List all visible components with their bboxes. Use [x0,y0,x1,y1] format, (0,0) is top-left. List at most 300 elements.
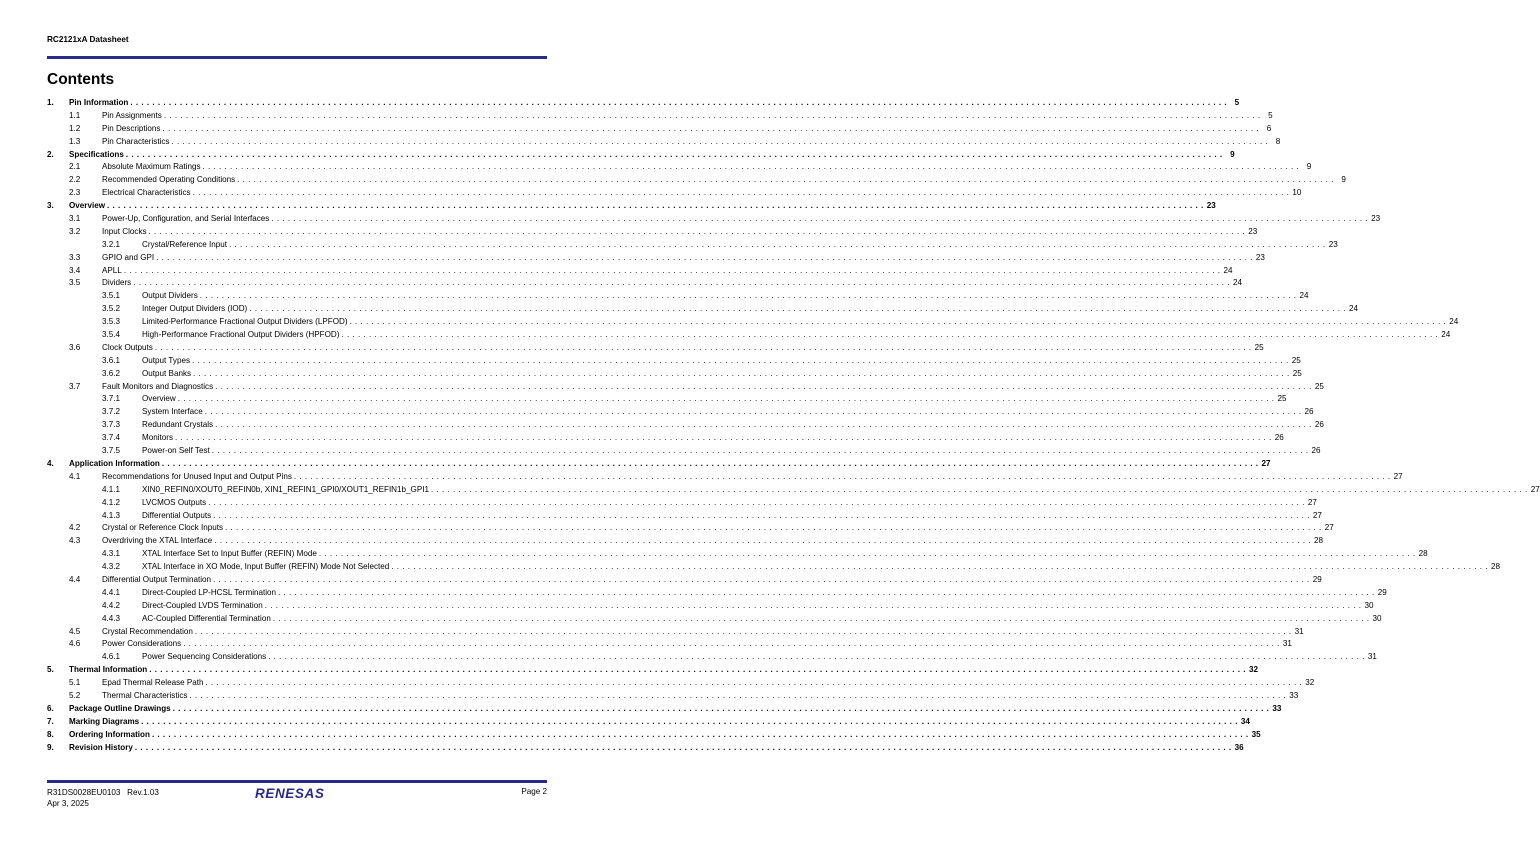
toc-entry-page[interactable]: 24 [1232,278,1242,288]
toc-entry-page[interactable]: 24 [1223,265,1233,275]
toc-entry[interactable] [47,458,1271,471]
toc-leader-dots: . . . . . . . . . . . . . . . . . . . . . . . . . . . . . . . . . . . . . . . . . . . . . . . . . . . . . . . . . . . . . . . . . . . . . . . . . . . . . . . . . . . . . . . . . . . . . . . . . . . . . . . . . . . . . . . . . . . . . . . . . . . . . . . . . . . . . . . . . . . . . . . . . . . . . . . . . . . . . . . . . . . . . . . . . . . . . . . . . . . . . . . . . . . . . . . . . . . . . . . . [349,317,1447,327]
toc-entry-title[interactable]: Power Considerations [102,639,182,649]
toc-entry-page[interactable]: 29 [1312,574,1322,584]
toc-entry[interactable] [47,97,1240,110]
toc-entry-title[interactable]: Pin Characteristics [102,136,170,146]
toc-entry-title[interactable]: Limited-Performance Fractional Output Dividers (LPFOD) [142,317,348,327]
footer-rule [47,780,547,783]
toc-entry-title[interactable]: XTAL Interface Set to Input Buffer (REFIN) Mode [142,549,317,559]
toc-entry-line [142,316,1459,329]
toc-entry-title[interactable]: Power-on Self Test [142,446,210,456]
toc-leader-dots: . . . . . . . . . . . . . . . . . . . . . . . . . . . . . . . . . . . . . . . . . . . . . . . . . . . . . . . . . . . . . . . . . . . . . . . . . . . . . . . . . . . . . . . . . . . . . . . . . . . . . . . . . . . . . . . . . . . . . . . . . . . . . . . . . . . . . . . . . . . . . . . . . . . . . . . . . . . . . . . . . . . . . . . . . . . . . . . . . . . . . . . . . . . . . . . . . . . . . . . . [229,239,1326,249]
toc-entry-page[interactable]: 32 [1305,678,1315,688]
toc-leader-dots: . . . . . . . . . . . . . . . . . . . . . . . . . . . . . . . . . . . . . . . . . . . . . . . . . . . . . . . . . . . . . . . . . . . . . . . . . . . . . . . . . . . . . . . . . . . . . . . . . . . . . . . . . . . . . . . . . . . . . . . . . . . . . . . . . . . . . . . . . . . . . . . . . . . . . . . . . . . . . . . . . . . . . . . . . . . . . . . . . . . . . . . . . . . . . . . . . . . . . . . . [268,652,1365,662]
toc-entry-number: 1. [47,98,54,107]
toc-leader-dots: . . . . . . . . . . . . . . . . . . . . . . . . . . . . . . . . . . . . . . . . . . . . . . . . . . . . . . . . . . . . . . . . . . . . . . . . . . . . . . . . . . . . . . . . . . . . . . . . . . . . . . . . . . . . . . . . . . . . . . . . . . . . . . . . . . . . . . . . . . . . . . . . . . . . . . . . . . . . . . . . . . . . . . . . . . . . . . . . . . . . . . . . . . . . . . . . . . . . . . . . [318,549,1416,559]
toc-entry-number: 3.4 [69,265,81,275]
toc-entry[interactable] [47,368,1302,381]
toc-entry-page[interactable]: 28 [1491,562,1501,572]
toc-entry-line [102,226,1258,239]
toc-leader-dots: . . . . . . . . . . . . . . . . . . . . . . . . . . . . . . . . . . . . . . . . . . . . . . . . . . . . . . . . . . . . . . . . . . . . . . . . . . . . . . . . . . . . . . . . . . . . . . . . . . . . . . . . . . . . . . . . . . . . . . . . . . . . . . . . . . . . . . . . . . . . . . . . . . . . . . . . . . . . . . . . . . . . . . . . . . . . . . . . . . . . . . . . . . . . . . . . . . . . . . . . [214,536,1311,546]
toc-entry-number: 3.6.2 [102,368,121,378]
toc-entry-number: 3.2 [69,226,81,236]
toc-entry-line [142,406,1314,419]
toc-entry-page[interactable]: 26 [1274,433,1284,443]
toc-entry-page[interactable]: 25 [1314,381,1324,391]
toc-leader-dots: . . . . . . . . . . . . . . . . . . . . . . . . . . . . . . . . . . . . . . . . . . . . . . . . . . . . . . . . . . . . . . . . . . . . . . . . . . . . . . . . . . . . . . . . . . . . . . . . . . . . . . . . . . . . . . . . . . . . . . . . . . . . . . . . . . . . . . . . . . . . . . . . . . . . . . . . . . . . . . . . . . . . . . . . . . . . . . . . . . . . . . . . . . . . . . . . . . . . . . . . [125,149,1223,159]
toc-entry-title[interactable]: Differential Output Termination [102,574,212,584]
toc-entry[interactable] [47,677,1315,690]
toc-entry-number: 4.2 [69,523,81,533]
toc-entry[interactable] [47,574,1322,587]
toc-entry-page[interactable]: 36 [1234,742,1244,752]
toc-entry-title[interactable]: Output Types [142,355,190,365]
toc-entry-line [69,149,1235,162]
toc-entry-title[interactable]: XTAL Interface in XO Mode, Input Buffer (REFIN) Mode Not Selected [142,562,390,572]
toc-entry-line [102,213,1381,226]
toc-entry-line [142,329,1451,342]
toc-entry-line [102,626,1304,639]
toc-entry-title[interactable]: Thermal Characteristics [102,690,188,700]
toc-entry-line [142,587,1387,600]
toc-entry-page[interactable]: 24 [1441,330,1451,340]
toc-entry-title[interactable]: Crystal or Reference Clock Inputs [102,523,224,533]
toc-leader-dots: . . . . . . . . . . . . . . . . . . . . . . . . . . . . . . . . . . . . . . . . . . . . . . . . . . . . . . . . . . . . . . . . . . . . . . . . . . . . . . . . . . . . . . . . . . . . . . . . . . . . . . . . . . . . . . . . . . . . . . . . . . . . . . . . . . . . . . . . . . . . . . . . . . . . . . . . . . . . . . . . . . . . . . . . . . . . . . . . . . . . . . . . . . . . . . . . . . . . . . . . [278,587,1375,597]
toc-entry-number: 1.1 [69,110,81,120]
toc-entry[interactable] [47,445,1321,458]
toc-entry-page[interactable]: 33 [1272,703,1282,713]
toc-leader-dots: . . . . . . . . . . . . . . . . . . . . . . . . . . . . . . . . . . . . . . . . . . . . . . . . . . . . . . . . . . . . . . . . . . . . . . . . . . . . . . . . . . . . . . . . . . . . . . . . . . . . . . . . . . . . . . . . . . . . . . . . . . . . . . . . . . . . . . . . . . . . . . . . . . . . . . . . . . . . . . . . . . . . . . . . . . . . . . . . . . . . . . . . . . . . . . . . . . . . . . . . [237,175,1334,185]
toc-entry-title[interactable]: Direct-Coupled LP-HCSL Termination [142,587,277,597]
toc-entry-line [102,161,1312,174]
toc-entry-line [102,277,1242,290]
toc-entry-number: 3.6.1 [102,355,121,365]
toc-entry-number: 3. [47,201,54,211]
toc-entry-page[interactable]: 26 [1314,420,1324,430]
toc-entry-page[interactable]: 27 [1261,458,1271,468]
toc-entry-line [102,110,1273,123]
toc-entry-page[interactable]: 32 [1248,665,1258,675]
toc-entry-number: 4.1.3 [102,510,121,520]
toc-entry-title[interactable]: LVCMOS Outputs [142,497,207,507]
toc-entry[interactable] [47,535,1323,548]
toc-entry[interactable] [47,638,1292,651]
toc-leader-dots: . . . . . . . . . . . . . . . . . . . . . . . . . . . . . . . . . . . . . . . . . . . . . . . . . . . . . . . . . . . . . . . . . . . . . . . . . . . . . . . . . . . . . . . . . . . . . . . . . . . . . . . . . . . . . . . . . . . . . . . . . . . . . . . . . . . . . . . . . . . . . . . . . . . . . . . . . . . . . . . . . . . . . . . . . . . . . . . . . . . . . . . . . . . . . . . . . . . . . . . . [107,201,1204,211]
toc-leader-dots: . . . . . . . . . . . . . . . . . . . . . . . . . . . . . . . . . . . . . . . . . . . . . . . . . . . . . . . . . . . . . . . . . . . . . . . . . . . . . . . . . . . . . . . . . . . . . . . . . . . . . . . . . . . . . . . . . . . . . . . . . . . . . . . . . . . . . . . . . . . . . . . . . . . . . . . . . . . . . . . . . . . . . . . . . . . . . . . . . . . . . . . . . . . . . . . . . . . . . . . . [211,446,1309,456]
toc-entry-page[interactable]: 23 [1371,214,1381,224]
toc-entry-page[interactable]: 24 [1299,291,1309,301]
toc-entry-line [142,548,1428,561]
toc-entry-title[interactable]: Overview [142,394,176,404]
toc-leader-dots: . . . . . . . . . . . . . . . . . . . . . . . . . . . . . . . . . . . . . . . . . . . . . . . . . . . . . . . . . . . . . . . . . . . . . . . . . . . . . . . . . . . . . . . . . . . . . . . . . . . . . . . . . . . . . . . . . . . . . . . . . . . . . . . . . . . . . . . . . . . . . . . . . . . . . . . . . . . . . . . . . . . . . . . . . . . . . . . . . . . . . . . . . . . . . . . . . . . . . . . . [341,330,1439,340]
toc-entry-title[interactable]: Absolute Maximum Ratings [102,162,201,172]
toc-leader-dots: . . . . . . . . . . . . . . . . . . . . . . . . . . . . . . . . . . . . . . . . . . . . . . . . . . . . . . . . . . . . . . . . . . . . . . . . . . . . . . . . . . . . . . . . . . . . . . . . . . . . . . . . . . . . . . . . . . . . . . . . . . . . . . . . . . . . . . . . . . . . . . . . . . . . . . . . . . . . . . . . . . . . . . . . . . . . . . . . . . . . . . . . . . . . . . . . . . . . . . . . [183,639,1280,649]
toc-entry-page[interactable]: 30 [1372,613,1382,623]
toc-entry-line [69,97,1240,110]
toc-entry-number: 1.3 [69,136,81,146]
toc-entry-page[interactable]: 6 [1266,123,1272,133]
toc-entry-number: 3.3 [69,252,81,262]
toc-entry-line [69,703,1282,716]
toc-entry-title[interactable]: GPIO and GPI [102,252,155,262]
toc-entry-number: 3.7.3 [102,420,121,430]
toc-entry-line [142,290,1309,303]
logo-text: RENESAS [255,786,325,801]
toc-entry[interactable] [47,226,1258,239]
toc-entry-number: 3.7 [69,381,81,391]
toc-entry-page[interactable]: 24 [1348,304,1358,314]
toc-entry[interactable] [47,484,1540,497]
toc-leader-dots: . . . . . . . . . . . . . . . . . . . . . . . . . . . . . . . . . . . . . . . . . . . . . . . . . . . . . . . . . . . . . . . . . . . . . . . . . . . . . . . . . . . . . . . . . . . . . . . . . . . . . . . . . . . . . . . . . . . . . . . . . . . . . . . . . . . . . . . . . . . . . . . . . . . . . . . . . . . . . . . . . . . . . . . . . . . . . . . . . . . . . . . . . . . . . . . . . . . . . . . . [194,626,1292,636]
toc-leader-dots: . . . . . . . . . . . . . . . . . . . . . . . . . . . . . . . . . . . . . . . . . . . . . . . . . . . . . . . . . . . . . . . . . . . . . . . . . . . . . . . . . . . . . . . . . . . . . . . . . . . . . . . . . . . . . . . . . . . . . . . . . . . . . . . . . . . . . . . . . . . . . . . . . . . . . . . . . . . . . . . . . . . . . . . . . . . . . . . . . . . . . . . . . . . . . . . . . . . . . . . . [175,433,1272,443]
toc-entry-page[interactable]: 27 [1324,523,1334,533]
toc-leader-dots: . . . . . . . . . . . . . . . . . . . . . . . . . . . . . . . . . . . . . . . . . . . . . . . . . . . . . . . . . . . . . . . . . . . . . . . . . . . . . . . . . . . . . . . . . . . . . . . . . . . . . . . . . . . . . . . . . . . . . . . . . . . . . . . . . . . . . . . . . . . . . . . . . . . . . . . . . . . . . . . . . . . . . . . . . . . . . . . . . . . . . . . . . . . . . . . . . . . . . . . . [215,381,1312,391]
toc-leader-dots: . . . . . . . . . . . . . . . . . . . . . . . . . . . . . . . . . . . . . . . . . . . . . . . . . . . . . . . . . . . . . . . . . . . . . . . . . . . . . . . . . . . . . . . . . . . . . . . . . . . . . . . . . . . . . . . . . . . . . . . . . . . . . . . . . . . . . . . . . . . . . . . . . . . . . . . . . . . . . . . . . . . . . . . . . . . . . . . . . . . . . . . . . . . . . . . . . . . . . . . . [204,407,1302,417]
toc-entry[interactable] [47,613,1382,626]
toc-entry-title[interactable]: Monitors [142,433,174,443]
toc-leader-dots: . . . . . . . . . . . . . . . . . . . . . . . . . . . . . . . . . . . . . . . . . . . . . . . . . . . . . . . . . . . . . . . . . . . . . . . . . . . . . . . . . . . . . . . . . . . . . . . . . . . . . . . . . . . . . . . . . . . . . . . . . . . . . . . . . . . . . . . . . . . . . . . . . . . . . . . . . . . . . . . . . . . . . . . . . . . . . . . . . . . . . . . . . . . . . . . . . . . . . . . . [171,136,1269,146]
toc-entry-page[interactable]: 27 [1312,510,1322,520]
toc-entry-title[interactable]: AC-Coupled Differential Termination [142,613,271,623]
toc-leader-dots: . . . . . . . . . . . . . . . . . . . . . . . . . . . . . . . . . . . . . . . . . . . . . . . . . . . . . . . . . . . . . . . . . . . . . . . . . . . . . . . . . . . . . . . . . . . . . . . . . . . . . . . . . . . . . . . . . . . . . . . . . . . . . . . . . . . . . . . . . . . . . . . . . . . . . . . . . . . . . . . . . . . . . . . . . . . . . . . . . . . . . . . . . . . . . . . . . . . . . . . . [148,226,1246,236]
toc-entry[interactable] [47,381,1324,394]
toc-entry-page[interactable]: 29 [1377,587,1387,597]
toc-entry-title[interactable]: Recommended Operating Conditions [102,175,236,185]
toc-entry-title[interactable]: Revision History [69,742,133,752]
toc-entry-page[interactable]: 28 [1313,536,1323,546]
toc-entry-line [69,200,1216,213]
document-header-title: RC2121xA Datasheet [47,35,129,44]
toc-leader-dots: . . . . . . . . . . . . . . . . . . . . . . . . . . . . . . . . . . . . . . . . . . . . . . . . . . . . . . . . . . . . . . . . . . . . . . . . . . . . . . . . . . . . . . . . . . . . . . . . . . . . . . . . . . . . . . . . . . . . . . . . . . . . . . . . . . . . . . . . . . . . . . . . . . . . . . . . . . . . . . . . . . . . . . . . . . . . . . . . . . . . . . . . . . . . . . . . . . . . . . . . [199,291,1297,301]
toc-entry[interactable] [47,548,1428,561]
toc-entry-number: 2.3 [69,188,81,198]
toc-entry-title[interactable]: Pin Descriptions [102,123,161,133]
toc-entry-line [102,574,1322,587]
toc-entry-line [69,664,1258,677]
toc-entry-page[interactable]: 35 [1251,729,1261,739]
toc-entry[interactable] [47,252,1265,265]
toc-leader-dots: . . . . . . . . . . . . . . . . . . . . . . . . . . . . . . . . . . . . . . . . . . . . . . . . . . . . . . . . . . . . . . . . . . . . . . . . . . . . . . . . . . . . . . . . . . . . . . . . . . . . . . . . . . . . . . . . . . . . . . . . . . . . . . . . . . . . . . . . . . . . . . . . . . . . . . . . . . . . . . . . . . . . . . . . . . . . . . . . . . . . . . . . . . . . . . . . . . . . . . . . [205,678,1303,688]
toc-entry-number: 6. [47,703,54,713]
toc-entry[interactable] [47,742,1244,755]
toc-entry-number: 3.5.3 [102,317,121,327]
toc-entry-title[interactable]: Power Sequencing Considerations [142,652,267,662]
toc-leader-dots: . . . . . . . . . . . . . . . . . . . . . . . . . . . . . . . . . . . . . . . . . . . . . . . . . . . . . . . . . . . . . . . . . . . . . . . . . . . . . . . . . . . . . . . . . . . . . . . . . . . . . . . . . . . . . . . . . . . . . . . . . . . . . . . . . . . . . . . . . . . . . . . . . . . . . . . . . . . . . . . . . . . . . . . . . . . . . . . . . . . . . . . . . . . . . . . . . . . . . . . . [293,471,1391,481]
toc-entry-page[interactable]: 34 [1240,716,1250,726]
toc-entry[interactable] [47,651,1377,664]
toc-entry-number: 5.2 [69,690,81,700]
toc-leader-dots: . . . . . . . . . . . . . . . . . . . . . . . . . . . . . . . . . . . . . . . . . . . . . . . . . . . . . . . . . . . . . . . . . . . . . . . . . . . . . . . . . . . . . . . . . . . . . . . . . . . . . . . . . . . . . . . . . . . . . . . . . . . . . . . . . . . . . . . . . . . . . . . . . . . . . . . . . . . . . . . . . . . . . . . . . . . . . . . . . . . . . . . . . . . . . . . . . . . . . . . . [156,252,1253,262]
toc-entry-title[interactable]: Input Clocks [102,226,147,236]
toc-entry-title[interactable]: Power-Up, Configuration, and Serial Interfaces [102,214,270,224]
toc-entry-page[interactable]: 23 [1328,239,1338,249]
toc-entry-number: 4.4.2 [102,600,121,610]
toc-entry[interactable] [47,471,1403,484]
toc-entry-line [142,355,1301,368]
toc-entry-number: 4.3 [69,536,81,546]
toc-entry-title[interactable]: Epad Thermal Release Path [102,678,204,688]
toc-entry-line [69,458,1271,471]
footer-date: Apr 3, 2025 [47,799,89,808]
toc-entry-line [102,690,1299,703]
toc-entry-title[interactable]: Crystal Recommendation [102,626,193,636]
toc-entry-line [142,303,1358,316]
renesas-logo [255,785,341,806]
toc-entry-line [102,381,1324,394]
toc-entry-page[interactable]: 24 [1449,317,1459,327]
toc-entry[interactable] [47,329,1451,342]
toc-entry-page[interactable]: 26 [1304,407,1314,417]
toc-entry-title[interactable]: High-Performance Fractional Output Dividers (HPFOD) [142,330,340,340]
toc-entry[interactable] [47,664,1258,677]
toc-entry-number: 3.7.5 [102,446,121,456]
toc-entry-page[interactable]: 8 [1275,136,1281,146]
toc-entry-line [142,497,1317,510]
toc-leader-dots: . . . . . . . . . . . . . . . . . . . . . . . . . . . . . . . . . . . . . . . . . . . . . . . . . . . . . . . . . . . . . . . . . . . . . . . . . . . . . . . . . . . . . . . . . . . . . . . . . . . . . . . . . . . . . . . . . . . . . . . . . . . . . . . . . . . . . . . . . . . . . . . . . . . . . . . . . . . . . . . . . . . . . . . . . . . . . . . . . . . . . . . . . . . . . . . . . . . . . . . . [213,510,1310,520]
toc-entry-line [142,419,1324,432]
toc-leader-dots: . . . . . . . . . . . . . . . . . . . . . . . . . . . . . . . . . . . . . . . . . . . . . . . . . . . . . . . . . . . . . . . . . . . . . . . . . . . . . . . . . . . . . . . . . . . . . . . . . . . . . . . . . . . . . . . . . . . . . . . . . . . . . . . . . . . . . . . . . . . . . . . . . . . . . . . . . . . . . . . . . . . . . . . . . . . . . . . . . . . . . . . . . . . . . . . . . . . . . . . . [271,214,1369,224]
toc-entry-title[interactable]: Direct-Coupled LVDS Termination [142,600,263,610]
footer-doc-id: R31DS0028EU0103 [47,788,121,797]
toc-entry-page[interactable]: 23 [1248,226,1258,236]
toc-entry[interactable] [47,174,1346,187]
toc-entry-title[interactable]: Dividers [102,278,132,288]
toc-entry[interactable] [47,123,1272,136]
footer-page-number: Page 2 [521,787,547,796]
toc-entry[interactable] [47,355,1301,368]
toc-entry-page[interactable]: 9 [1306,162,1312,172]
toc-entry[interactable] [47,600,1374,613]
toc-entry-page[interactable]: 25 [1292,368,1302,378]
toc-entry[interactable] [47,316,1459,329]
toc-leader-dots: . . . . . . . . . . . . . . . . . . . . . . . . . . . . . . . . . . . . . . . . . . . . . . . . . . . . . . . . . . . . . . . . . . . . . . . . . . . . . . . . . . . . . . . . . . . . . . . . . . . . . . . . . . . . . . . . . . . . . . . . . . . . . . . . . . . . . . . . . . . . . . . . . . . . . . . . . . . . . . . . . . . . . . . . . . . . . . . . . . . . . . . . . . . . . . . . . . . . . . . . [141,716,1238,726]
toc-entry-title[interactable]: Differential Outputs [142,510,212,520]
toc-leader-dots: . . . . . . . . . . . . . . . . . . . . . . . . . . . . . . . . . . . . . . . . . . . . . . . . . . . . . . . . . . . . . . . . . . . . . . . . . . . . . . . . . . . . . . . . . . . . . . . . . . . . . . . . . . . . . . . . . . . . . . . . . . . . . . . . . . . . . . . . . . . . . . . . . . . . . . . . . . . . . . . . . . . . . . . . . . . . . . . . . . . . . . . . . . . . . . . . . . . . . . . . [123,265,1221,275]
toc-entry-number: 1.2 [69,123,81,133]
toc-entry-page[interactable]: 27 [1530,484,1540,494]
toc-entry-line [102,136,1281,149]
toc-entry-title[interactable]: XIN0_REFIN0/XOUT0_REFIN0b, XIN1_REFIN1_GPI0/XOUT1_REFIN1b_GPI1 [142,484,429,494]
toc-entry-title[interactable]: Redundant Crystals [142,420,214,430]
toc-leader-dots: . . . . . . . . . . . . . . . . . . . . . . . . . . . . . . . . . . . . . . . . . . . . . . . . . . . . . . . . . . . . . . . . . . . . . . . . . . . . . . . . . . . . . . . . . . . . . . . . . . . . . . . . . . . . . . . . . . . . . . . . . . . . . . . . . . . . . . . . . . . . . . . . . . . . . . . . . . . . . . . . . . . . . . . . . . . . . . . . . . . . . . . . . . . . . . . . . . . . . . . . [430,484,1528,494]
toc-entry-title[interactable]: Overview [69,201,105,211]
toc-entry-title[interactable]: APLL [102,265,122,275]
toc-leader-dots: . . . . . . . . . . . . . . . . . . . . . . . . . . . . . . . . . . . . . . . . . . . . . . . . . . . . . . . . . . . . . . . . . . . . . . . . . . . . . . . . . . . . . . . . . . . . . . . . . . . . . . . . . . . . . . . . . . . . . . . . . . . . . . . . . . . . . . . . . . . . . . . . . . . . . . . . . . . . . . . . . . . . . . . . . . . . . . . . . . . . . . . . . . . . . . . . . . . . . . . . [149,665,1246,675]
toc-entry-page[interactable]: 33 [1289,690,1299,700]
toc-entry[interactable] [47,690,1299,703]
toc-entry-title[interactable]: Clock Outputs [102,342,153,352]
toc-entry-number: 3.5.1 [102,291,121,301]
toc-entry[interactable] [47,587,1387,600]
toc-entry-line [102,522,1334,535]
toc-leader-dots: . . . . . . . . . . . . . . . . . . . . . . . . . . . . . . . . . . . . . . . . . . . . . . . . . . . . . . . . . . . . . . . . . . . . . . . . . . . . . . . . . . . . . . . . . . . . . . . . . . . . . . . . . . . . . . . . . . . . . . . . . . . . . . . . . . . . . . . . . . . . . . . . . . . . . . . . . . . . . . . . . . . . . . . . . . . . . . . . . . . . . . . . . . . . . . . . . . . . . . . . [192,355,1289,365]
toc-entry-line [102,471,1403,484]
toc-leader-dots: . . . . . . . . . . . . . . . . . . . . . . . . . . . . . . . . . . . . . . . . . . . . . . . . . . . . . . . . . . . . . . . . . . . . . . . . . . . . . . . . . . . . . . . . . . . . . . . . . . . . . . . . . . . . . . . . . . . . . . . . . . . . . . . . . . . . . . . . . . . . . . . . . . . . . . . . . . . . . . . . . . . . . . . . . . . . . . . . . . . . . . . . . . . . . . . . . . . . . . . . [163,110,1261,120]
toc-entry-line [102,265,1233,278]
toc-entry-number: 4.3.2 [102,562,121,572]
toc-entry-line [142,613,1382,626]
toc-entry-number: 4.1.1 [102,484,121,494]
toc-entry-number: 3.5.4 [102,330,121,340]
toc-entry-page[interactable]: 25 [1277,394,1287,404]
toc-entry-page[interactable]: 27 [1393,471,1403,481]
toc-entry-number: 3.2.1 [102,239,121,249]
toc-leader-dots: . . . . . . . . . . . . . . . . . . . . . . . . . . . . . . . . . . . . . . . . . . . . . . . . . . . . . . . . . . . . . . . . . . . . . . . . . . . . . . . . . . . . . . . . . . . . . . . . . . . . . . . . . . . . . . . . . . . . . . . . . . . . . . . . . . . . . . . . . . . . . . . . . . . . . . . . . . . . . . . . . . . . . . . . . . . . . . . . . . . . . . . . . . . . . . . . . . . . . . . . [151,729,1249,739]
toc-entry-line [142,484,1540,497]
toc-entry-page[interactable]: 5 [1234,98,1240,107]
toc-entry-page[interactable]: 31 [1294,626,1304,636]
toc-entry-line [102,638,1292,651]
toc-entry[interactable] [47,187,1302,200]
toc-entry-title[interactable]: Pin Information [69,98,129,107]
toc-entry-number: 3.7.4 [102,433,121,443]
toc-entry[interactable] [47,265,1233,278]
toc-entry[interactable] [47,522,1334,535]
toc-entry-page[interactable]: 27 [1307,497,1317,507]
toc-entry-title[interactable]: Marking Diagrams [69,716,140,726]
toc-entry-line [102,187,1302,200]
toc-entry[interactable] [47,342,1264,355]
toc-entry-number: 3.5 [69,278,81,288]
toc-entry[interactable] [47,239,1338,252]
toc-entry[interactable] [47,393,1287,406]
toc-entry-title[interactable]: Specifications [69,149,124,159]
toc-entry-number: 2.1 [69,162,81,172]
toc-entry-title[interactable]: Application Information [69,458,160,468]
toc-leader-dots: . . . . . . . . . . . . . . . . . . . . . . . . . . . . . . . . . . . . . . . . . . . . . . . . . . . . . . . . . . . . . . . . . . . . . . . . . . . . . . . . . . . . . . . . . . . . . . . . . . . . . . . . . . . . . . . . . . . . . . . . . . . . . . . . . . . . . . . . . . . . . . . . . . . . . . . . . . . . . . . . . . . . . . . . . . . . . . . . . . . . . . . . . . . . . . . . . . . . . . . . [134,742,1232,752]
toc-entry[interactable] [47,716,1250,729]
toc-entry-title[interactable]: System Interface [142,407,203,417]
toc-leader-dots: . . . . . . . . . . . . . . . . . . . . . . . . . . . . . . . . . . . . . . . . . . . . . . . . . . . . . . . . . . . . . . . . . . . . . . . . . . . . . . . . . . . . . . . . . . . . . . . . . . . . . . . . . . . . . . . . . . . . . . . . . . . . . . . . . . . . . . . . . . . . . . . . . . . . . . . . . . . . . . . . . . . . . . . . . . . . . . . . . . . . . . . . . . . . . . . . . . . . . . . . [189,690,1287,700]
toc-entry-number: 4.4.1 [102,587,121,597]
toc-entry-page[interactable]: 30 [1364,600,1374,610]
toc-entry-title[interactable]: Package Outline Drawings [69,703,171,713]
toc-entry-page[interactable]: 10 [1292,188,1302,198]
toc-entry-title[interactable]: Output Dividers [142,291,198,301]
toc-entry-line [142,600,1374,613]
toc-leader-dots: . . . . . . . . . . . . . . . . . . . . . . . . . . . . . . . . . . . . . . . . . . . . . . . . . . . . . . . . . . . . . . . . . . . . . . . . . . . . . . . . . . . . . . . . . . . . . . . . . . . . . . . . . . . . . . . . . . . . . . . . . . . . . . . . . . . . . . . . . . . . . . . . . . . . . . . . . . . . . . . . . . . . . . . . . . . . . . . . . . . . . . . . . . . . . . . . . . . . . . . . [213,574,1310,584]
toc-leader-dots: . . . . . . . . . . . . . . . . . . . . . . . . . . . . . . . . . . . . . . . . . . . . . . . . . . . . . . . . . . . . . . . . . . . . . . . . . . . . . . . . . . . . . . . . . . . . . . . . . . . . . . . . . . . . . . . . . . . . . . . . . . . . . . . . . . . . . . . . . . . . . . . . . . . . . . . . . . . . . . . . . . . . . . . . . . . . . . . . . . . . . . . . . . . . . . . . . . . . . . . . [208,497,1305,507]
toc-entry-page[interactable]: 23 [1255,252,1265,262]
toc-entry-page[interactable]: 9 [1341,175,1346,185]
toc-entry-page[interactable]: 26 [1311,446,1321,456]
toc-entry[interactable] [47,277,1242,290]
toc-entry[interactable] [47,200,1216,213]
toc-entry-title[interactable]: Overdriving the XTAL Interface [102,536,213,546]
toc-entry-page[interactable]: 25 [1291,355,1301,365]
toc-entry-line [102,123,1272,136]
toc-entry-number: 3.1 [69,214,81,224]
toc-entry-title[interactable]: Crystal/Reference Input [142,239,228,249]
toc-entry[interactable] [47,497,1317,510]
toc-entry[interactable] [47,110,1273,123]
toc-entry-title[interactable]: Fault Monitors and Diagnostics [102,381,214,391]
toc-entry-page[interactable]: 23 [1206,201,1216,211]
toc-entry-number: 3.7.1 [102,394,121,404]
toc-entry[interactable] [47,290,1309,303]
toc-leader-dots: . . . . . . . . . . . . . . . . . . . . . . . . . . . . . . . . . . . . . . . . . . . . . . . . . . . . . . . . . . . . . . . . . . . . . . . . . . . . . . . . . . . . . . . . . . . . . . . . . . . . . . . . . . . . . . . . . . . . . . . . . . . . . . . . . . . . . . . . . . . . . . . . . . . . . . . . . . . . . . . . . . . . . . . . . . . . . . . . . . . . . . . . . . . . . . . . . . . . . . . . [264,600,1362,610]
toc-entry[interactable] [47,406,1314,419]
toc-entry[interactable] [47,136,1281,149]
toc-leader-dots: . . . . . . . . . . . . . . . . . . . . . . . . . . . . . . . . . . . . . . . . . . . . . . . . . . . . . . . . . . . . . . . . . . . . . . . . . . . . . . . . . . . . . . . . . . . . . . . . . . . . . . . . . . . . . . . . . . . . . . . . . . . . . . . . . . . . . . . . . . . . . . . . . . . . . . . . . . . . . . . . . . . . . . . . . . . . . . . . . . . . . . . . . . . . . . . . . . . . . . . . [391,562,1489,572]
toc-entry-number: 4. [47,458,54,468]
toc-leader-dots: . . . . . . . . . . . . . . . . . . . . . . . . . . . . . . . . . . . . . . . . . . . . . . . . . . . . . . . . . . . . . . . . . . . . . . . . . . . . . . . . . . . . . . . . . . . . . . . . . . . . . . . . . . . . . . . . . . . . . . . . . . . . . . . . . . . . . . . . . . . . . . . . . . . . . . . . . . . . . . . . . . . . . . . . . . . . . . . . . . . . . . . . . . . . . . . . . . . . . . . . [130,98,1228,107]
toc-entry-number: 2.2 [69,175,81,185]
toc-entry-title[interactable]: Output Banks [142,368,192,378]
toc-entry-line [142,239,1338,252]
toc-leader-dots: . . . . . . . . . . . . . . . . . . . . . . . . . . . . . . . . . . . . . . . . . . . . . . . . . . . . . . . . . . . . . . . . . . . . . . . . . . . . . . . . . . . . . . . . . . . . . . . . . . . . . . . . . . . . . . . . . . . . . . . . . . . . . . . . . . . . . . . . . . . . . . . . . . . . . . . . . . . . . . . . . . . . . . . . . . . . . . . . . . . . . . . . . . . . . . . . . . . . . . . . [202,162,1300,172]
toc-entry-number: 8. [47,729,54,739]
toc-entry-number: 3.7.2 [102,407,121,417]
toc-leader-dots: . . . . . . . . . . . . . . . . . . . . . . . . . . . . . . . . . . . . . . . . . . . . . . . . . . . . . . . . . . . . . . . . . . . . . . . . . . . . . . . . . . . . . . . . . . . . . . . . . . . . . . . . . . . . . . . . . . . . . . . . . . . . . . . . . . . . . . . . . . . . . . . . . . . . . . . . . . . . . . . . . . . . . . . . . . . . . . . . . . . . . . . . . . . . . . . . . . . . . . . . [177,394,1275,404]
toc-entry-number: 4.4.3 [102,613,121,623]
toc-entry-number: 4.4 [69,574,81,584]
toc-entry-line [142,432,1284,445]
toc-entry-number: 5. [47,665,54,675]
toc-entry[interactable] [47,561,1501,574]
toc-entry-title[interactable]: Electrical Characteristics [102,188,191,198]
toc-entry-page[interactable]: 28 [1418,549,1428,559]
toc-entry-line [102,677,1315,690]
toc-entry-page[interactable]: 31 [1282,639,1292,649]
toc-entry-line [102,174,1346,187]
toc-entry-number: 4.1 [69,471,81,481]
toc-leader-dots: . . . . . . . . . . . . . . . . . . . . . . . . . . . . . . . . . . . . . . . . . . . . . . . . . . . . . . . . . . . . . . . . . . . . . . . . . . . . . . . . . . . . . . . . . . . . . . . . . . . . . . . . . . . . . . . . . . . . . . . . . . . . . . . . . . . . . . . . . . . . . . . . . . . . . . . . . . . . . . . . . . . . . . . . . . . . . . . . . . . . . . . . . . . . . . . . . . . . . . . . [225,523,1322,533]
toc-entry-line [142,368,1302,381]
toc-entry-title[interactable]: Recommendations for Unused Input and Output Pins [102,471,292,481]
toc-entry[interactable] [47,432,1284,445]
toc-leader-dots: . . . . . . . . . . . . . . . . . . . . . . . . . . . . . . . . . . . . . . . . . . . . . . . . . . . . . . . . . . . . . . . . . . . . . . . . . . . . . . . . . . . . . . . . . . . . . . . . . . . . . . . . . . . . . . . . . . . . . . . . . . . . . . . . . . . . . . . . . . . . . . . . . . . . . . . . . . . . . . . . . . . . . . . . . . . . . . . . . . . . . . . . . . . . . . . . . . . . . . . . [193,368,1290,378]
toc-entry-line [142,393,1287,406]
header-rule [47,56,547,59]
footer-left [47,787,159,809]
toc-leader-dots: . . . . . . . . . . . . . . . . . . . . . . . . . . . . . . . . . . . . . . . . . . . . . . . . . . . . . . . . . . . . . . . . . . . . . . . . . . . . . . . . . . . . . . . . . . . . . . . . . . . . . . . . . . . . . . . . . . . . . . . . . . . . . . . . . . . . . . . . . . . . . . . . . . . . . . . . . . . . . . . . . . . . . . . . . . . . . . . . . . . . . . . . . . . . . . . . . . . . . . . . [162,123,1260,133]
toc-leader-dots: . . . . . . . . . . . . . . . . . . . . . . . . . . . . . . . . . . . . . . . . . . . . . . . . . . . . . . . . . . . . . . . . . . . . . . . . . . . . . . . . . . . . . . . . . . . . . . . . . . . . . . . . . . . . . . . . . . . . . . . . . . . . . . . . . . . . . . . . . . . . . . . . . . . . . . . . . . . . . . . . . . . . . . . . . . . . . . . . . . . . . . . . . . . . . . . . . . . . . . . . [272,613,1370,623]
toc-entry[interactable] [47,161,1312,174]
toc-entry-number: 4.1.2 [102,497,121,507]
page-title: Contents [47,71,115,88]
toc-entry-line [142,510,1322,523]
toc-leader-dots: . . . . . . . . . . . . . . . . . . . . . . . . . . . . . . . . . . . . . . . . . . . . . . . . . . . . . . . . . . . . . . . . . . . . . . . . . . . . . . . . . . . . . . . . . . . . . . . . . . . . . . . . . . . . . . . . . . . . . . . . . . . . . . . . . . . . . . . . . . . . . . . . . . . . . . . . . . . . . . . . . . . . . . . . . . . . . . . . . . . . . . . . . . . . . . . . . . . . . . . . [192,188,1290,198]
toc-entry-title[interactable]: Integer Output Dividers (IOD) [142,304,248,314]
toc-entry[interactable] [47,626,1304,639]
toc-entry-title[interactable]: Pin Assignments [102,110,162,120]
toc-entry-title[interactable]: Thermal Information [69,665,148,675]
toc-entry-line [142,651,1377,664]
toc-leader-dots: . . . . . . . . . . . . . . . . . . . . . . . . . . . . . . . . . . . . . . . . . . . . . . . . . . . . . . . . . . . . . . . . . . . . . . . . . . . . . . . . . . . . . . . . . . . . . . . . . . . . . . . . . . . . . . . . . . . . . . . . . . . . . . . . . . . . . . . . . . . . . . . . . . . . . . . . . . . . . . . . . . . . . . . . . . . . . . . . . . . . . . . . . . . . . . . . . . . . . . . . [249,304,1346,314]
toc-entry[interactable] [47,510,1322,523]
toc-entry-page[interactable]: 25 [1254,342,1264,352]
toc-entry-number: 5.1 [69,678,81,688]
toc-entry[interactable] [47,303,1358,316]
toc-entry-page[interactable]: 9 [1230,149,1235,159]
toc-entry[interactable] [47,729,1261,742]
toc-entry-page[interactable]: 31 [1367,652,1377,662]
toc-entry[interactable] [47,149,1235,162]
toc-entry[interactable] [47,703,1282,716]
toc-leader-dots: . . . . . . . . . . . . . . . . . . . . . . . . . . . . . . . . . . . . . . . . . . . . . . . . . . . . . . . . . . . . . . . . . . . . . . . . . . . . . . . . . . . . . . . . . . . . . . . . . . . . . . . . . . . . . . . . . . . . . . . . . . . . . . . . . . . . . . . . . . . . . . . . . . . . . . . . . . . . . . . . . . . . . . . . . . . . . . . . . . . . . . . . . . . . . . . . . . . . . . . . [172,703,1270,713]
toc-entry-line [142,561,1501,574]
toc-entry-title[interactable]: Ordering Information [69,729,150,739]
toc-entry-number: 4.6 [69,639,81,649]
toc-entry-page[interactable]: 5 [1268,110,1273,120]
toc-entry[interactable] [47,213,1381,226]
toc-entry-line [69,742,1244,755]
toc-entry[interactable] [47,419,1324,432]
toc-entry-number: 2. [47,149,54,159]
toc-entry-number: 7. [47,716,54,726]
